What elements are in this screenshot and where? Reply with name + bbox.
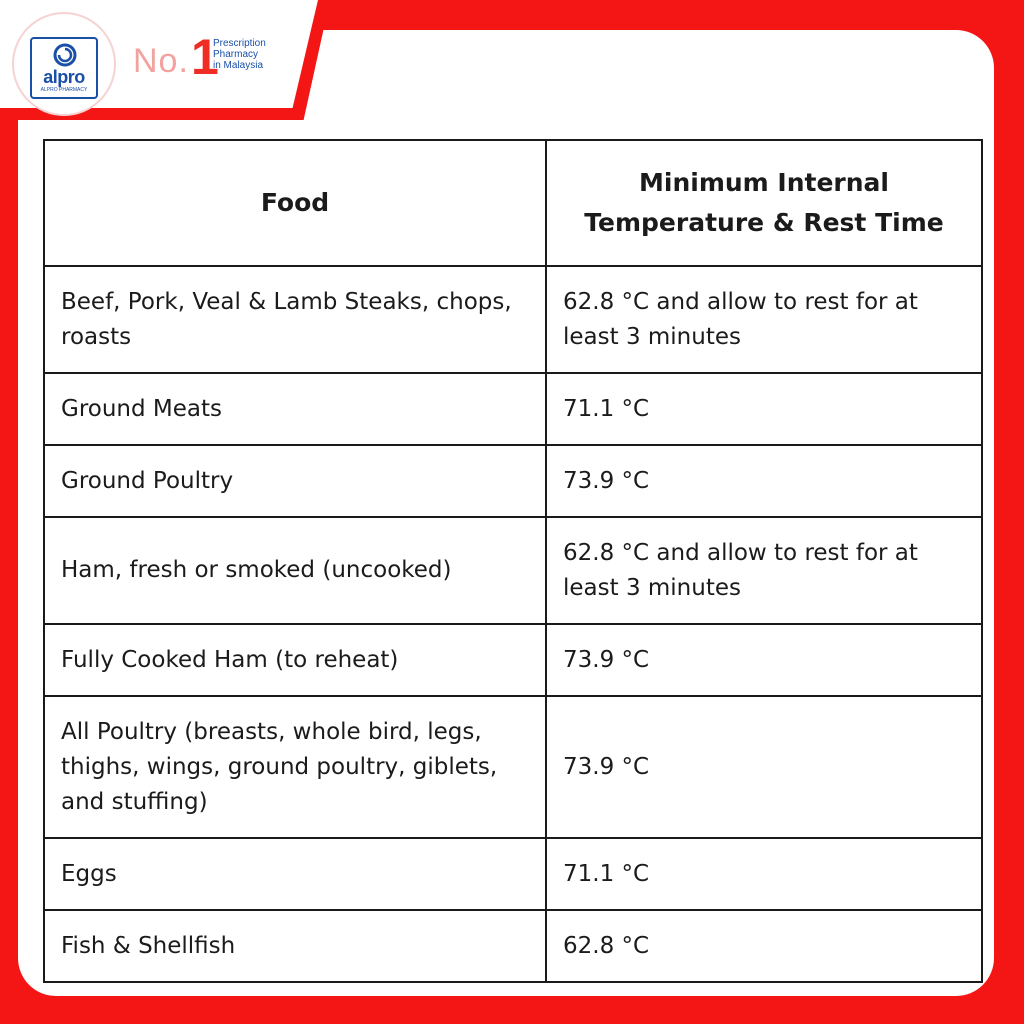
table-row xyxy=(44,624,982,696)
table-row xyxy=(44,696,982,838)
temperature-cell: 73.9 °C xyxy=(546,624,982,696)
temperature-cell: 71.1 °C xyxy=(546,838,982,910)
temperature-cell: 73.9 °C xyxy=(546,445,982,517)
food-cell: Fully Cooked Ham (to reheat) xyxy=(44,624,546,696)
food-cell: Ham, fresh or smoked (uncooked) xyxy=(44,517,546,624)
temperature-cell: 62.8 °C and allow to rest for at least 3 minutes xyxy=(546,266,982,373)
cooking-temperature-table xyxy=(43,139,983,983)
table-row xyxy=(44,838,982,910)
rank-number: 1 xyxy=(191,29,219,85)
table-row xyxy=(44,445,982,517)
table-header-row xyxy=(44,140,982,266)
food-cell: Ground Poultry xyxy=(44,445,546,517)
header-food: Food xyxy=(44,140,546,266)
temperature-cell: 73.9 °C xyxy=(546,696,982,838)
alpro-logo[interactable] xyxy=(30,37,98,99)
tagline-line: Prescription xyxy=(213,38,266,49)
alpro-swirl-icon xyxy=(52,43,78,67)
temperature-cell: 62.8 °C and allow to rest for at least 3 minutes xyxy=(546,517,982,624)
temperature-cell: 71.1 °C xyxy=(546,373,982,445)
tagline-line: in Malaysia xyxy=(213,60,264,71)
table-row xyxy=(44,910,982,982)
food-cell: Ground Meats xyxy=(44,373,546,445)
header-temperature: Minimum Internal Temperature & Rest Time xyxy=(546,140,982,266)
rank-prefix: No. xyxy=(133,42,189,80)
brand-tagline xyxy=(213,38,266,71)
logo-subtext: ALPRO PHARMACY xyxy=(40,87,88,93)
table-row xyxy=(44,266,982,373)
table-row xyxy=(44,517,982,624)
logo-wordmark: alpro xyxy=(43,67,85,87)
tagline-line: Pharmacy xyxy=(213,49,259,60)
table-row xyxy=(44,373,982,445)
food-cell: Beef, Pork, Veal & Lamb Steaks, chops, roasts xyxy=(44,266,546,373)
food-cell: Fish & Shellfish xyxy=(44,910,546,982)
food-cell: Eggs xyxy=(44,838,546,910)
temperature-cell: 62.8 °C xyxy=(546,910,982,982)
food-cell: All Poultry (breasts, whole bird, legs, thighs, wings, ground poultry, giblets, and stuffing) xyxy=(44,696,546,838)
